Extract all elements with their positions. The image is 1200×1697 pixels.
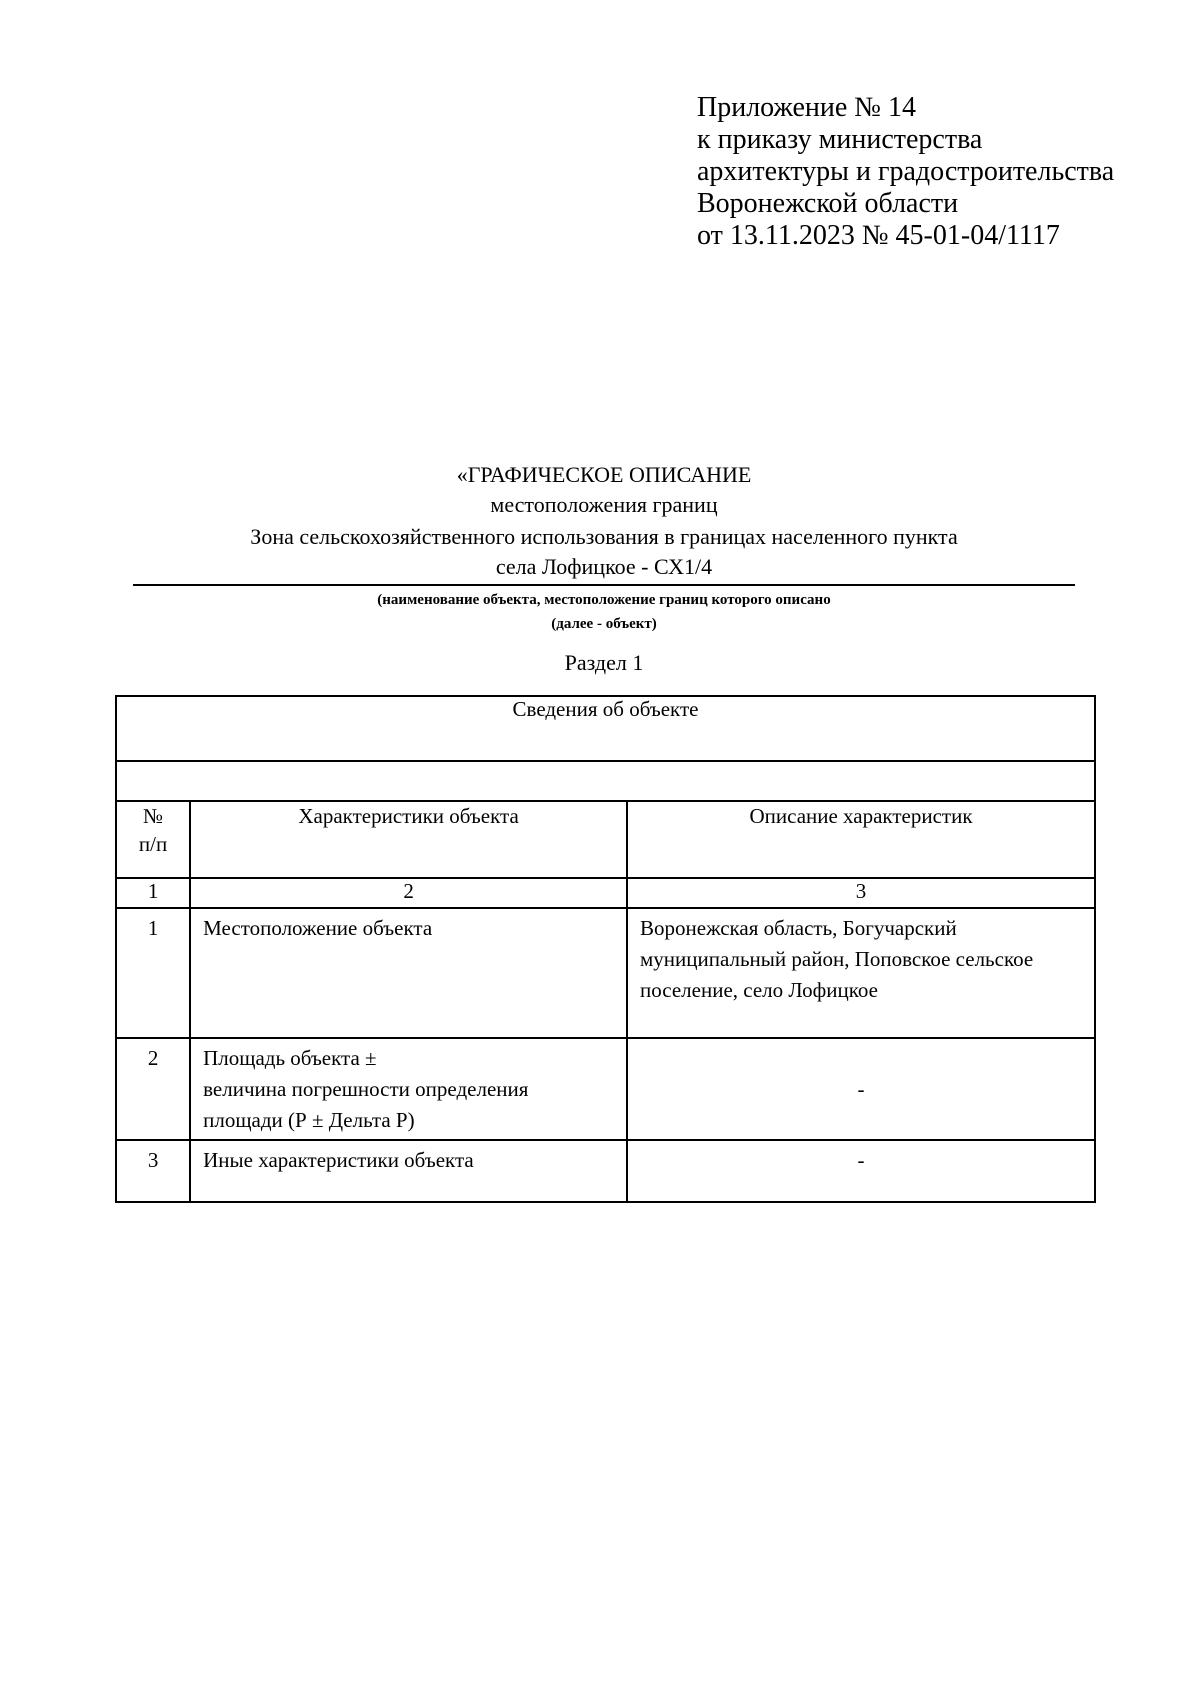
row-number: 1 [116,908,190,1038]
row-characteristic-line1: Площадь объекта ± [203,1046,377,1070]
row-description: - [627,1038,1095,1140]
row-characteristic: Местоположение объекта [190,908,627,1038]
table-column-header-row [116,801,1095,878]
appendix-number: Приложение № 14 [697,92,916,123]
zone-name-line2: села Лофицкое - СХ1/4 [133,552,1075,586]
document-title: «ГРАФИЧЕСКОЕ ОПИСАНИЕ [456,462,752,487]
table-heading: Сведения об объекте [116,696,1095,761]
table-row [116,1038,1095,1140]
row-number: 2 [116,1038,190,1140]
table-index-row [116,878,1095,908]
row-description: - [627,1140,1095,1202]
column-header-characteristics: Характеристики объекта [190,801,627,878]
column-index-1: 1 [116,878,190,908]
column-index-3: 3 [627,878,1095,908]
column-header-number-abbr: п/п [138,832,168,856]
row-number: 3 [116,1140,190,1202]
empty-cell [116,761,1095,801]
appendix-date-line: от 13.11.2023 № 45-01-04/1117 [697,220,1060,251]
document-subtitle: местоположения границ [490,492,718,517]
object-caption-line1: (наименование объекта, местоположение границ которого описано [377,592,831,608]
document-title-block [133,460,1075,678]
table-heading-row [116,696,1095,761]
row-description: Воронежская область, Богучарский муниципальный район, Поповское сельское поселение, село Лофицкое [627,908,1095,1038]
row-characteristic: Иные характеристики объекта [190,1140,627,1202]
table-row [116,908,1095,1038]
section-label: Раздел 1 [564,650,644,675]
appendix-order-line: к приказу министерства [697,124,983,155]
column-index-2: 2 [190,878,627,908]
object-caption-line2: (далее - объект) [551,616,657,632]
table-empty-row [116,761,1095,801]
column-header-number-sign: № [143,804,164,828]
row-characteristic-line3: площади (Р ± Дельта Р) [203,1108,415,1132]
row-characteristic-line2: величина погрешности определения [203,1077,529,1101]
object-caption [133,588,1075,636]
appendix-ministry-line: архитектуры и градостроительства [697,156,1115,187]
table-row [116,1140,1095,1202]
object-info-table [115,695,1096,1203]
zone-name-line1: Зона сельскохозяйственного использования в границах населенного пункта [250,524,958,549]
appendix-header [697,92,1114,252]
row-characteristic [190,1038,627,1140]
appendix-region-line: Воронежской области [697,188,959,219]
column-header-description: Описание характеристик [627,801,1095,878]
column-header-number [116,801,190,878]
